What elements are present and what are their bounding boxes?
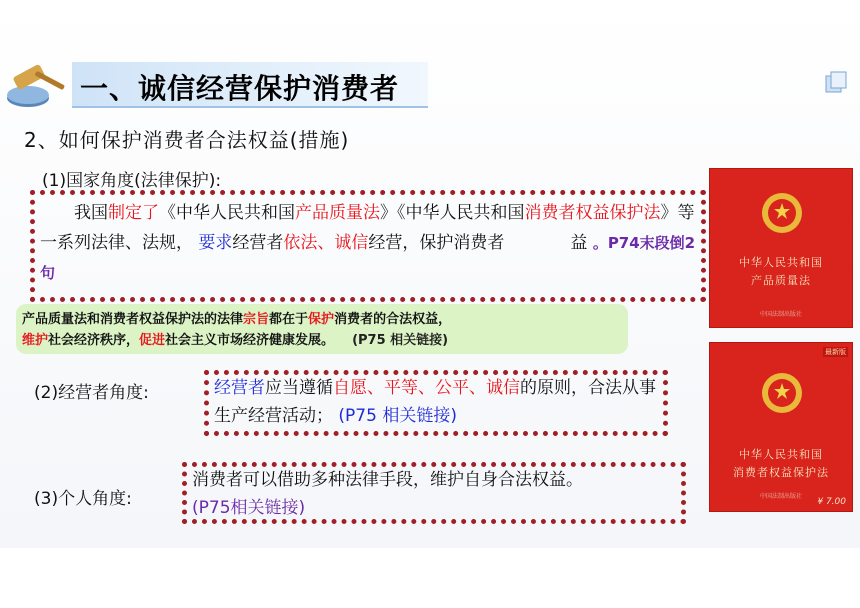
section3-heading: (3)个人角度: (34, 489, 132, 509)
law-protection-text: 我国制定了《中华人民共和国产品质量法》《中华人民共和国消费者权益保护法》等一系列法律、法规， 要求经营者依法、诚信经营，保护消费者 益 。P74末段倒2句 (40, 203, 696, 282)
copy-icon[interactable] (824, 70, 848, 94)
section1-heading: (1)国家角度(法律保护): (42, 171, 222, 191)
individual-text: 消费者可以借助多种法律手段，维护自身合法权益。 (P75相关链接) (192, 470, 583, 518)
section2-heading: (2)经营者角度: (34, 383, 149, 403)
price-label: ¥ 7.00 (817, 497, 846, 507)
national-emblem-icon (760, 191, 804, 235)
consumer-rights-law-book: 最新版 中华人民共和国 消费者权益保护法 中国法制出版社 ¥ 7.00 (709, 342, 853, 512)
product-quality-law-book: 中华人民共和国 产品质量法 中国法制出版社 (709, 168, 853, 328)
gavel-icon (4, 56, 70, 112)
legal-purpose-text: 产品质量法和消费者权益保护法的法律宗旨都在于保护消费者的合法权益， 维护社会经济秩序，促进社会主义市场经济健康发展。 (P75 相关链接) (22, 312, 452, 348)
edition-tag: 最新版 (825, 348, 846, 356)
subtitle: 2、如何保护消费者合法权益(措施) (24, 128, 350, 152)
national-emblem-icon (760, 371, 804, 415)
operator-text: 经营者应当遵循自愿、平等、公平、诚信的原则，合法从事生产经营活动； (P75 相关链接) (214, 378, 656, 426)
page-title: 一、诚信经营保护消费者 (80, 72, 400, 105)
